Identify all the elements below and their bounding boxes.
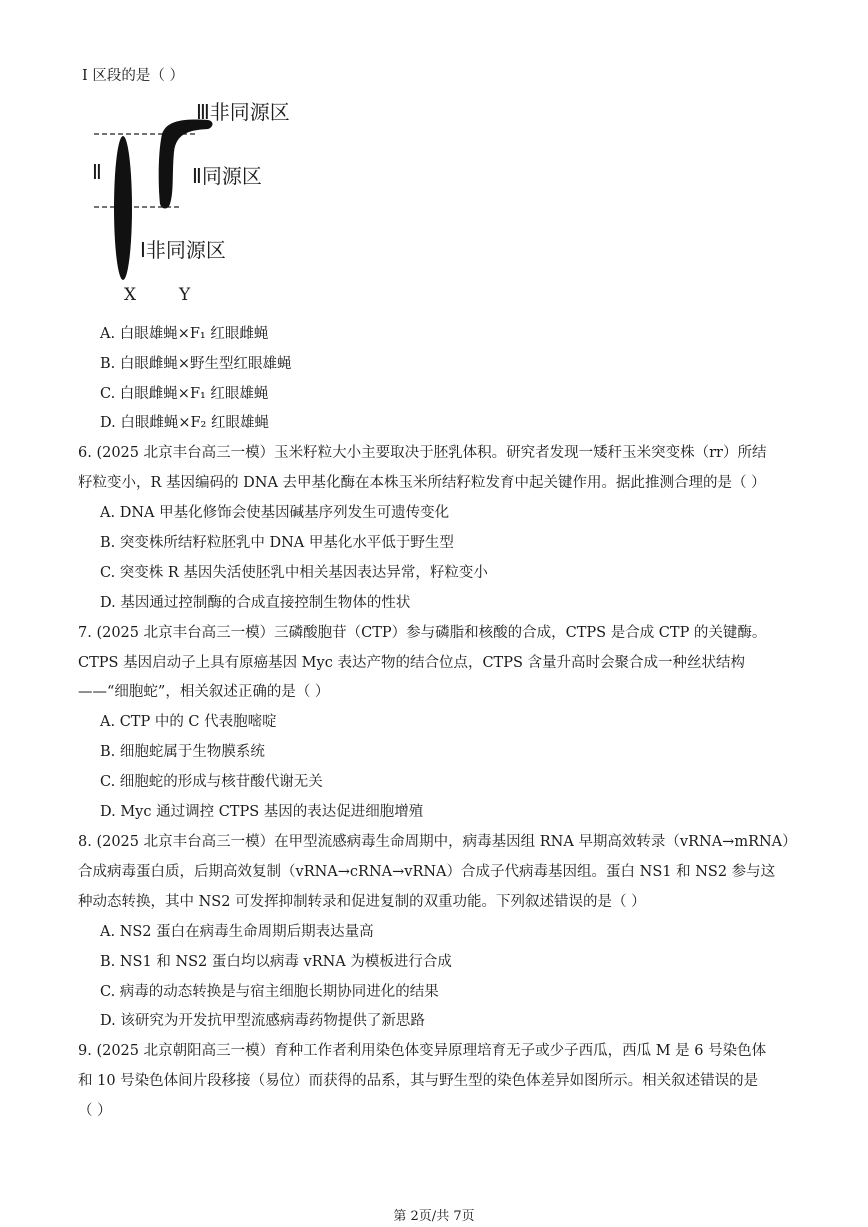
q8-option-b[interactable]: B. NS1 和 NS2 蛋白均以病毒 vRNA 为模板进行合成 <box>100 954 452 970</box>
q7-option-d[interactable]: D. Myc 通过调控 CTPS 基因的表达促进细胞增殖 <box>100 804 424 820</box>
xy-chromosome-diagram <box>88 92 328 312</box>
q8-stem-line1: 8. (2025 北京丰台高三一模）在甲型流感病毒生命周期中，病毒基因组 RNA 早期高效转录（vRNA→mRNA） <box>78 834 797 850</box>
q5-option-d[interactable]: D. 白眼雌蝇×F₂ 红眼雄蝇 <box>100 415 269 431</box>
q8-stem-line2: 合成病毒蛋白质，后期高效复制（vRNA→cRNA→vRNA）合成子代病毒基因组。蛋白 NS1 和 NS2 参与这 <box>78 864 776 880</box>
q7-stem-line2: CTPS 基因启动子上具有原癌基因 Myc 表达产物的结合位点，CTPS 含量升高时会聚合成一种丝状结构 <box>78 655 746 671</box>
q8-option-d[interactable]: D. 该研究为开发抗甲型流感病毒药物提供了新思路 <box>100 1013 425 1029</box>
q8-option-c[interactable]: C. 病毒的动态转换是与宿主细胞长期协同进化的结果 <box>100 984 439 1000</box>
region2-right-label: Ⅱ同源区 <box>192 164 262 188</box>
q7-option-b[interactable]: B. 细胞蛇属于生物膜系统 <box>100 744 265 760</box>
chromosome-figure <box>88 92 328 312</box>
q8-option-a[interactable]: A. NS2 蛋白在病毒生命周期后期表达量高 <box>100 924 374 940</box>
q6-stem-line1: 6. (2025 北京丰台高三一模）玉米籽粒大小主要取决于胚乳体积。研究者发现一矮秆玉米突变株（rr）所结 <box>78 445 767 461</box>
x-chromosome <box>114 136 132 280</box>
q6-option-a[interactable]: A. DNA 甲基化修饰会使基因碱基序列发生可遗传变化 <box>100 505 450 521</box>
x-label: X <box>124 285 137 305</box>
region1-label: Ⅰ非同源区 <box>140 238 226 262</box>
q5-option-c[interactable]: C. 白眼雌蝇×F₁ 红眼雄蝇 <box>100 386 269 402</box>
region2-left-label: Ⅱ <box>92 160 102 184</box>
q6-option-b[interactable]: B. 突变株所结籽粒胚乳中 DNA 甲基化水平低于野生型 <box>100 535 454 551</box>
q5-option-a[interactable]: A. 白眼雄蝇×F₁ 红眼雌蝇 <box>100 326 269 342</box>
q9-stem-line3: （ ） <box>78 1103 112 1119</box>
y-label: Y <box>179 285 191 305</box>
q6-stem-line2: 籽粒变小，R 基因编码的 DNA 去甲基化酶在本株玉米所结籽粒发育中起关键作用。据此推测合理的是（ ） <box>78 475 766 491</box>
q7-option-a[interactable]: A. CTP 中的 C 代表胞嘧啶 <box>100 714 277 730</box>
q9-stem-line1: 9. (2025 北京朝阳高三一模）育种工作者利用染色体变异原理培育无子或少子西瓜，西瓜 M 是 6 号染色体 <box>78 1043 767 1059</box>
question-continuation: I 区段的是（ ） <box>82 68 184 84</box>
q9-stem-line2: 和 10 号染色体间片段移接（易位）而获得的品系，其与野生型的染色体差异如图所示。相关叙述错误的是 <box>78 1073 759 1089</box>
q5-option-b[interactable]: B. 白眼雌蝇×野生型红眼雄蝇 <box>100 356 292 372</box>
q6-option-c[interactable]: C. 突变株 R 基因失活使胚乳中相关基因表达异常，籽粒变小 <box>100 565 488 581</box>
q7-stem-line3: ——“细胞蛇”，相关叙述正确的是（ ） <box>78 684 330 700</box>
q7-option-c[interactable]: C. 细胞蛇的形成与核苷酸代谢无关 <box>100 774 323 790</box>
q6-option-d[interactable]: D. 基因通过控制酶的合成直接控制生物体的性状 <box>100 595 411 611</box>
region3-label: Ⅲ非同源区 <box>196 100 290 124</box>
q8-stem-line3: 种动态转换，其中 NS2 可发挥抑制转录和促进复制的双重功能。下列叙述错误的是（ ） <box>78 894 646 910</box>
q7-stem-line1: 7. (2025 北京丰台高三一模）三磷酸胞苷（CTP）参与磷脂和核酸的合成，CTPS 是合成 CTP 的关键酶。 <box>78 625 767 641</box>
page-number: 第 2页/共 7页 <box>393 1209 475 1224</box>
